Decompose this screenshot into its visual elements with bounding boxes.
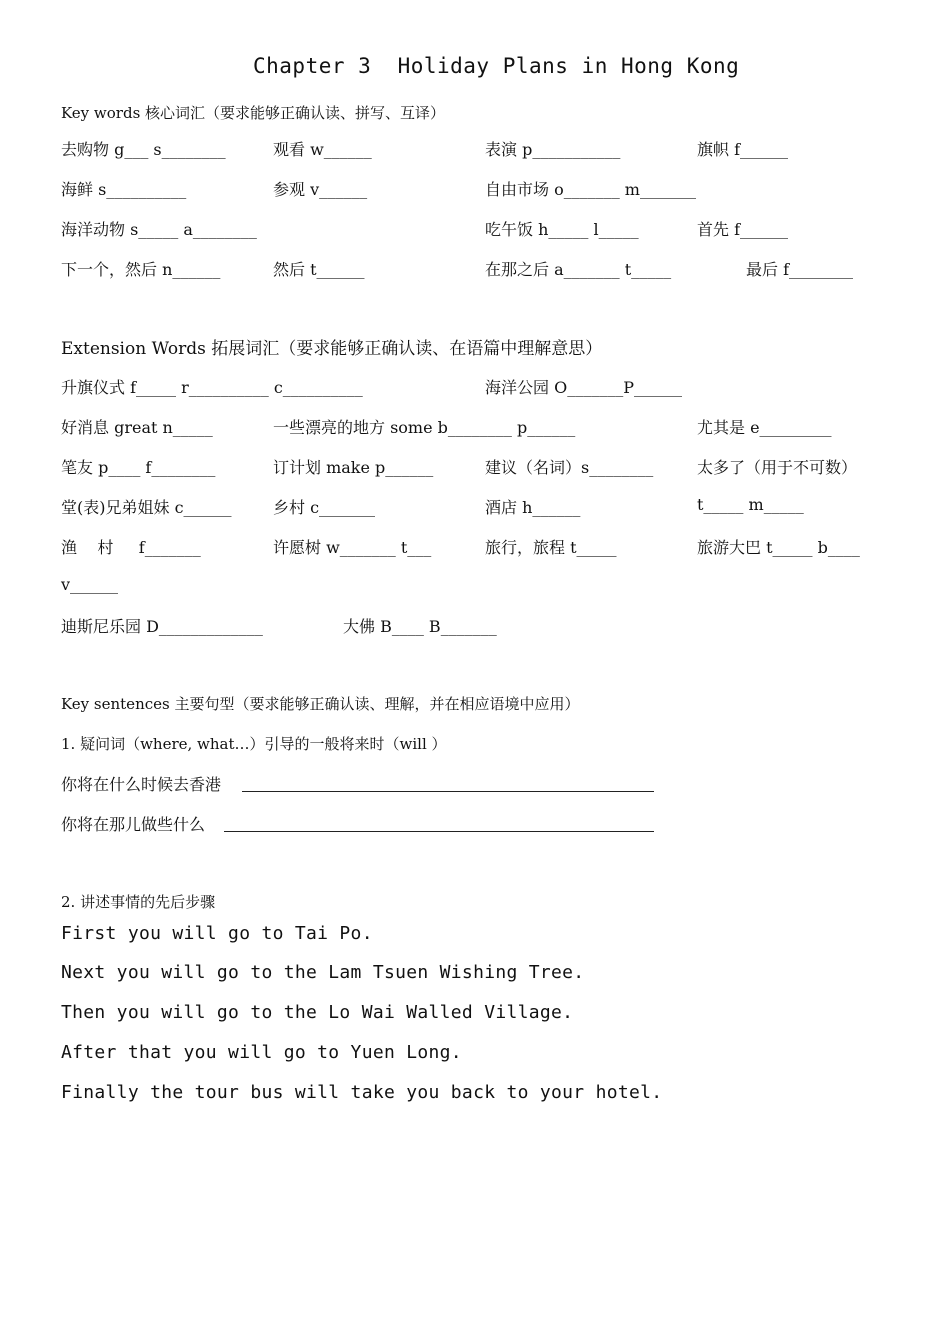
example-sentence: Finally the tour bus will take you back to your hotel. [61, 1082, 663, 1103]
example-sentence: Then you will go to the Lo Wai Walled Village. [61, 1002, 574, 1023]
key-word-cell: 下一个，然后 n______ [61, 260, 221, 279]
point-1-heading: 1. 疑问词（where, what…）引导的一般将来时（will ） [61, 735, 447, 753]
extension-word-cell: 旅游大巴 t_____ b____ [697, 538, 860, 557]
example-sentence: First you will go to Tai Po. [61, 923, 373, 944]
key-word-cell: 表演 p___________ [485, 140, 621, 159]
answer-line-1 [242, 791, 654, 792]
extension-word-cell: 海洋公园 O_______P______ [485, 378, 682, 397]
page-title: Chapter 3 Holiday Plans in Hong Kong [253, 54, 740, 78]
extension-word-cell: 大佛 B____ B_______ [343, 617, 497, 636]
key-word-cell: 海洋动物 s_____ a________ [61, 220, 257, 239]
answer-line-2 [224, 831, 654, 832]
extension-word-cell: 乡村 c_______ [273, 498, 376, 517]
extension-word-cell: 升旗仪式 f_____ r__________ c__________ [61, 378, 363, 397]
extension-word-cell: 旅行，旅程 t_____ [485, 538, 617, 557]
extension-word-cell: 尤其是 e_________ [697, 418, 832, 437]
key-words-heading: Key words 核心词汇（要求能够正确认读、拼写、互译） [61, 104, 446, 122]
extension-words-heading: Extension Words 拓展词汇（要求能够正确认读、在语篇中理解意思） [61, 339, 603, 359]
key-sentences-heading: Key sentences 主要句型（要求能够正确认读、理解，并在相应语境中应用） [61, 695, 580, 713]
key-word-cell: 吃午饭 h_____ l_____ [485, 220, 639, 239]
key-word-cell: 首先 f______ [697, 220, 789, 239]
extension-word-cell: 建议（名词）s________ [485, 458, 654, 477]
example-sentence: Next you will go to the Lam Tsuen Wishing Tree. [61, 962, 585, 983]
key-word-cell: 海鲜 s__________ [61, 180, 187, 199]
extension-word-cell: 堂(表)兄弟姐妹 c______ [61, 498, 232, 517]
question-2: 你将在那儿做些什么 [61, 815, 206, 834]
extension-word-cell: 笔友 p____ f________ [61, 458, 216, 477]
extension-word-cell: t_____ m_____ [697, 495, 804, 514]
point-2-heading: 2. 讲述事情的先后步骤 [61, 893, 216, 911]
key-word-cell: 旗帜 f______ [697, 140, 789, 159]
extension-word-wrap: v______ [61, 575, 119, 594]
key-word-cell: 自由市场 o_______ m_______ [485, 180, 696, 199]
example-sentence: After that you will go to Yuen Long. [61, 1042, 462, 1063]
extension-word-cell: 迪斯尼乐园 D_____________ [61, 617, 263, 636]
key-word-cell: 然后 t______ [273, 260, 365, 279]
extension-word-cell: 太多了（用于不可数） [697, 458, 858, 477]
extension-word-cell: 渔 村 f_______ [61, 538, 201, 557]
extension-word-cell: 许愿树 w_______ t___ [273, 538, 432, 557]
extension-word-cell: 好消息 great n_____ [61, 418, 213, 437]
key-word-cell: 最后 f________ [746, 260, 854, 279]
key-word-cell: 去购物 g___ s________ [61, 140, 226, 159]
extension-word-cell: 一些漂亮的地方 some b________ p______ [273, 418, 576, 437]
extension-word-cell: 订计划 make p______ [273, 458, 434, 477]
extension-word-cell: 酒店 h______ [485, 498, 581, 517]
key-word-cell: 观看 w______ [273, 140, 372, 159]
key-word-cell: 参观 v______ [273, 180, 368, 199]
question-1: 你将在什么时候去香港 [61, 775, 222, 794]
key-word-cell: 在那之后 a_______ t_____ [485, 260, 672, 279]
